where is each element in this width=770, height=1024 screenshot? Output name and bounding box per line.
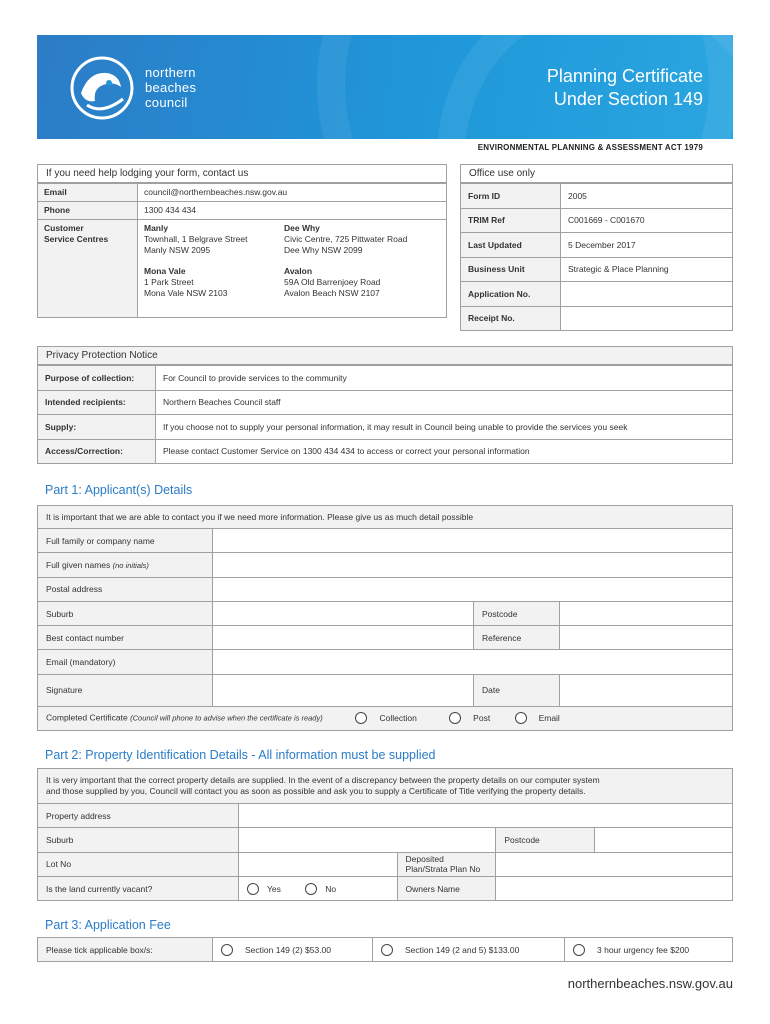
email-option-radio[interactable] xyxy=(515,712,527,724)
signature-label: Signature xyxy=(38,674,213,706)
form-id-value: 2005 xyxy=(561,184,733,209)
property-details-table xyxy=(37,768,733,901)
section-149-2-radio[interactable] xyxy=(221,944,233,956)
family-name-input[interactable] xyxy=(213,529,733,553)
trim-ref-label: TRIM Ref xyxy=(461,208,561,233)
purpose-label: Purpose of collection: xyxy=(38,366,156,391)
completed-certificate-row: Completed Certificate (Council will phone to advise when the certificate is ready) Collection Post Email xyxy=(38,706,733,730)
property-address-input[interactable] xyxy=(239,804,733,828)
last-updated-value: 5 December 2017 xyxy=(561,233,733,258)
suburb-label: Suburb xyxy=(38,601,213,625)
lot-no-input[interactable] xyxy=(239,852,398,876)
centre-avalon: Avalon 59A Old Barrenjoey Road Avalon Beach NSW 2107 xyxy=(284,266,381,298)
access-label: Access/Correction: xyxy=(38,439,156,464)
phone-value[interactable]: 1300 434 434 xyxy=(138,202,447,220)
email-label: Email xyxy=(38,184,138,202)
centre-manly: Manly Townhall, 1 Belgrave Street Manly NSW 2095 xyxy=(144,223,248,255)
centre-dee-why: Dee Why Civic Centre, 725 Pittwater Road Dee Why NSW 2099 xyxy=(284,223,408,255)
privacy-section xyxy=(37,346,733,464)
property-suburb-input[interactable] xyxy=(239,828,496,852)
lot-no-label: Lot No xyxy=(38,852,239,876)
urgency-fee-radio[interactable] xyxy=(573,944,585,956)
deposited-plan-label: Deposited Plan/Strata Plan No xyxy=(397,852,496,876)
form-id-label: Form ID xyxy=(461,184,561,209)
purpose-value: For Council to provide services to the community xyxy=(156,366,733,391)
trim-ref-value: C001669 - C001670 xyxy=(561,208,733,233)
contact-heading: If you need help lodging your form, contact us xyxy=(37,164,447,183)
signature-input[interactable] xyxy=(213,674,474,706)
suburb-input[interactable] xyxy=(213,601,474,625)
vacant-options: Yes No xyxy=(239,876,398,900)
council-name: northern beaches council xyxy=(145,65,197,110)
date-input[interactable] xyxy=(560,674,733,706)
property-postcode-input[interactable] xyxy=(595,828,733,852)
contact-section xyxy=(37,164,447,318)
receipt-no-label: Receipt No. xyxy=(461,306,561,331)
property-suburb-label: Suburb xyxy=(38,828,239,852)
header-banner xyxy=(37,35,733,139)
business-unit-label: Business Unit xyxy=(461,257,561,282)
property-postcode-label: Postcode xyxy=(496,828,595,852)
footer-website[interactable]: northernbeaches.nsw.gov.au xyxy=(567,976,733,991)
last-updated-label: Last Updated xyxy=(461,233,561,258)
phone-label: Phone xyxy=(38,202,138,220)
fee-option-1: Section 149 (2) $53.00 xyxy=(213,938,373,962)
application-fee-table xyxy=(37,937,733,962)
vacant-no-radio[interactable] xyxy=(305,883,317,895)
recipients-label: Intended recipients: xyxy=(38,390,156,415)
section-149-2-5-radio[interactable] xyxy=(381,944,393,956)
act-reference: ENVIRONMENTAL PLANNING & ASSESSMENT ACT 1979 xyxy=(477,143,703,152)
part2-title: Part 2: Property Identification Details - All information must be supplied xyxy=(45,748,436,762)
owners-name-label: Owners Name xyxy=(397,876,496,900)
reference-label: Reference xyxy=(474,626,560,650)
email-value[interactable]: council@northernbeaches.nsw.gov.au xyxy=(138,184,447,202)
office-use-section xyxy=(460,164,733,331)
postal-address-input[interactable] xyxy=(213,577,733,601)
office-heading: Office use only xyxy=(460,164,733,183)
email-input[interactable] xyxy=(213,650,733,674)
postcode-input[interactable] xyxy=(560,601,733,625)
date-label: Date xyxy=(474,674,560,706)
postal-address-label: Postal address xyxy=(38,577,213,601)
deposited-plan-input[interactable] xyxy=(496,852,733,876)
property-address-label: Property address xyxy=(38,804,239,828)
part3-title: Part 3: Application Fee xyxy=(45,918,171,932)
supply-value: If you choose not to supply your personal information, it may result in Council being unable to provide the services you seek xyxy=(156,415,733,440)
application-no-field[interactable] xyxy=(561,282,733,307)
supply-label: Supply: xyxy=(38,415,156,440)
given-names-input[interactable] xyxy=(213,553,733,577)
collection-radio[interactable] xyxy=(355,712,367,724)
applicant-details-table xyxy=(37,505,733,731)
access-value: Please contact Customer Service on 1300 434 434 to access or correct your personal information xyxy=(156,439,733,464)
centres-label: Customer Service Centres xyxy=(38,220,138,318)
vacant-question-label: Is the land currently vacant? xyxy=(38,876,239,900)
email-mandatory-label: Email (mandatory) xyxy=(38,650,213,674)
contact-number-input[interactable] xyxy=(213,626,474,650)
application-no-label: Application No. xyxy=(461,282,561,307)
recipients-value: Northern Beaches Council staff xyxy=(156,390,733,415)
receipt-no-field[interactable] xyxy=(561,306,733,331)
centres-list xyxy=(138,220,447,318)
privacy-heading: Privacy Protection Notice xyxy=(37,346,733,365)
part1-intro: It is important that we are able to contact you if we need more information. Please give us as much detail possible xyxy=(38,506,733,529)
contact-number-label: Best contact number xyxy=(38,626,213,650)
postcode-label: Postcode xyxy=(474,601,560,625)
centre-mona-vale: Mona Vale 1 Park Street Mona Vale NSW 2103 xyxy=(144,266,228,298)
part2-intro: It is very important that the correct property details are supplied. In the event of a discrepancy between the property details on our computer system and those supplied by you, Council will contact you as soon as possible and ask you to supply a Certificate of Title verifying the property details. xyxy=(38,769,733,804)
council-logo xyxy=(67,53,137,123)
reference-input[interactable] xyxy=(560,626,733,650)
fee-option-3: 3 hour urgency fee $200 xyxy=(565,938,733,962)
business-unit-value: Strategic & Place Planning xyxy=(561,257,733,282)
fee-option-2: Section 149 (2 and 5) $133.00 xyxy=(373,938,565,962)
fee-label: Please tick applicable box/s: xyxy=(38,938,213,962)
vacant-yes-radio[interactable] xyxy=(247,883,259,895)
owners-name-input[interactable] xyxy=(496,876,733,900)
given-names-label: Full given names (no initials) xyxy=(38,553,213,577)
document-title: Planning Certificate Under Section 149 xyxy=(546,66,703,109)
part1-title: Part 1: Applicant(s) Details xyxy=(45,483,193,497)
post-radio[interactable] xyxy=(449,712,461,724)
family-name-label: Full family or company name xyxy=(38,529,213,553)
